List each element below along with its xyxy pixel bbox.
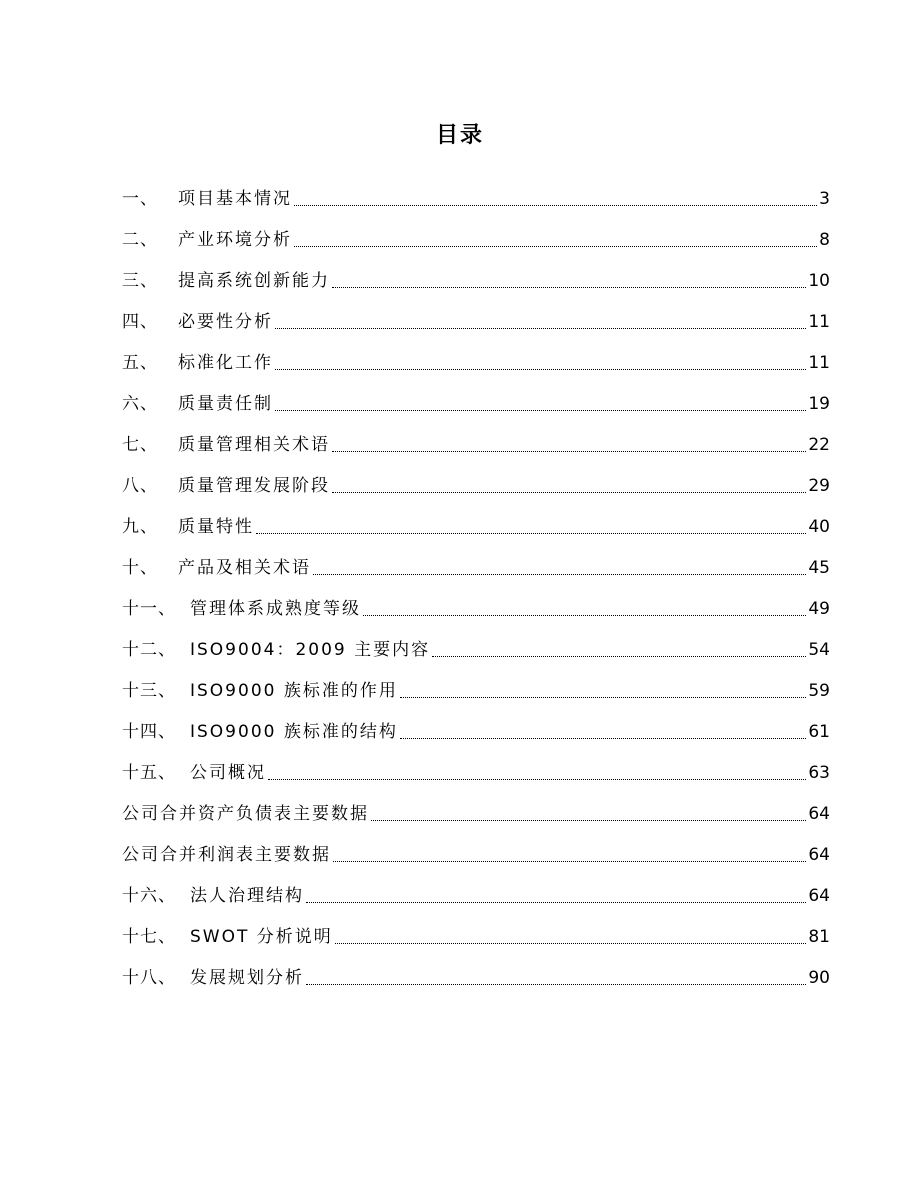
toc-entry-label: 公司概况 [190, 763, 266, 783]
toc-dot-leader [256, 532, 806, 534]
toc-dot-leader [363, 614, 806, 616]
toc-list [122, 172, 830, 992]
toc-dot-leader [294, 245, 817, 247]
toc-entry[interactable] [122, 377, 830, 418]
toc-entry-label: 产品及相关术语 [178, 558, 311, 578]
toc-entry-number: 三、 [122, 271, 158, 291]
toc-entry-page-number: 22 [808, 435, 830, 455]
toc-entry-number: 十五、 [122, 763, 176, 783]
toc-entry-page-number: 59 [808, 681, 830, 701]
toc-dot-leader [333, 860, 806, 862]
toc-entry-number: 十一、 [122, 599, 176, 619]
toc-entry[interactable] [122, 664, 830, 705]
toc-entry-page-number: 90 [808, 968, 830, 988]
toc-entry-number: 六、 [122, 394, 158, 414]
toc-title: 目录 [435, 123, 484, 148]
toc-entry-number: 十、 [122, 558, 158, 578]
toc-entry-label: 发展规划分析 [190, 968, 304, 988]
toc-entry-number: 十四、 [122, 722, 176, 742]
toc-entry-number: 九、 [122, 517, 158, 537]
toc-entry-page-number: 11 [808, 353, 830, 373]
toc-entry-page-number: 11 [808, 312, 830, 332]
toc-dot-leader [268, 778, 806, 780]
toc-entry-page-number: 54 [808, 640, 830, 660]
toc-entry-number: 一、 [122, 189, 158, 209]
toc-entry[interactable] [122, 869, 830, 910]
toc-entry-label: 产业环境分析 [178, 230, 292, 250]
toc-entry-label: 质量管理发展阶段 [178, 476, 330, 496]
toc-entry[interactable] [122, 213, 830, 254]
toc-dot-leader [332, 450, 806, 452]
toc-entry-label: 质量管理相关术语 [178, 435, 330, 455]
toc-entry-number: 十八、 [122, 968, 176, 988]
toc-entry-label: 法人治理结构 [190, 886, 304, 906]
toc-entry-page-number: 8 [819, 230, 830, 250]
toc-entry[interactable] [122, 418, 830, 459]
toc-entry-number: 五、 [122, 353, 158, 373]
toc-dot-leader [294, 204, 817, 206]
toc-entry-number: 十三、 [122, 681, 176, 701]
toc-entry-label: 项目基本情况 [178, 189, 292, 209]
toc-entry-page-number: 64 [808, 804, 830, 824]
toc-dot-leader [371, 819, 806, 821]
toc-entry-label: ISO9004：2009 主要内容 [190, 640, 431, 660]
toc-entry-page-number: 40 [808, 517, 830, 537]
toc-entry[interactable] [122, 828, 830, 869]
toc-entry-page-number: 29 [808, 476, 830, 496]
toc-entry[interactable] [122, 336, 830, 377]
toc-dot-leader [275, 368, 806, 370]
toc-dot-leader [400, 737, 807, 739]
toc-entry-number: 十七、 [122, 927, 176, 947]
toc-dot-leader [332, 286, 806, 288]
toc-entry-label: 必要性分析 [178, 312, 273, 332]
toc-entry[interactable] [122, 623, 830, 664]
toc-dot-leader [313, 573, 806, 575]
toc-dot-leader [335, 942, 807, 944]
toc-entry-page-number: 64 [808, 845, 830, 865]
toc-dot-leader [275, 327, 806, 329]
toc-entry-label: 公司合并利润表主要数据 [122, 845, 331, 865]
toc-dot-leader [275, 409, 806, 411]
toc-entry[interactable] [122, 295, 830, 336]
toc-entry-number: 二、 [122, 230, 158, 250]
toc-entry[interactable] [122, 951, 830, 992]
toc-dot-leader [400, 696, 807, 698]
toc-dot-leader [306, 901, 806, 903]
toc-entry-number: 八、 [122, 476, 158, 496]
toc-entry[interactable] [122, 500, 830, 541]
toc-entry-page-number: 81 [808, 927, 830, 947]
toc-entry-page-number: 3 [819, 189, 830, 209]
toc-entry-number: 四、 [122, 312, 158, 332]
toc-entry-page-number: 49 [808, 599, 830, 619]
toc-entry-label: ISO9000 族标准的结构 [190, 722, 398, 742]
toc-entry[interactable] [122, 746, 830, 787]
toc-entry-label: 公司合并资产负债表主要数据 [122, 804, 369, 824]
toc-entry[interactable] [122, 910, 830, 951]
toc-entry[interactable] [122, 459, 830, 500]
toc-entry-label: 管理体系成熟度等级 [190, 599, 361, 619]
toc-dot-leader [432, 655, 806, 657]
toc-entry-number: 十六、 [122, 886, 176, 906]
toc-entry-page-number: 45 [808, 558, 830, 578]
toc-entry[interactable] [122, 582, 830, 623]
toc-entry[interactable] [122, 172, 830, 213]
toc-dot-leader [306, 983, 806, 985]
toc-entry-page-number: 63 [808, 763, 830, 783]
toc-entry[interactable] [122, 541, 830, 582]
toc-entry-label: SWOT 分析说明 [190, 927, 333, 947]
toc-entry-label: 质量特性 [178, 517, 254, 537]
toc-entry-page-number: 19 [808, 394, 830, 414]
toc-entry[interactable] [122, 787, 830, 828]
toc-entry-page-number: 64 [808, 886, 830, 906]
toc-entry-label: ISO9000 族标准的作用 [190, 681, 398, 701]
toc-entry-number: 十二、 [122, 640, 176, 660]
toc-entry-page-number: 10 [808, 271, 830, 291]
toc-entry-label: 质量责任制 [178, 394, 273, 414]
toc-entry-label: 提高系统创新能力 [178, 271, 330, 291]
toc-dot-leader [332, 491, 806, 493]
toc-entry-number: 七、 [122, 435, 158, 455]
toc-entry[interactable] [122, 705, 830, 746]
toc-entry-label: 标准化工作 [178, 353, 273, 373]
toc-entry-page-number: 61 [808, 722, 830, 742]
toc-entry[interactable] [122, 254, 830, 295]
